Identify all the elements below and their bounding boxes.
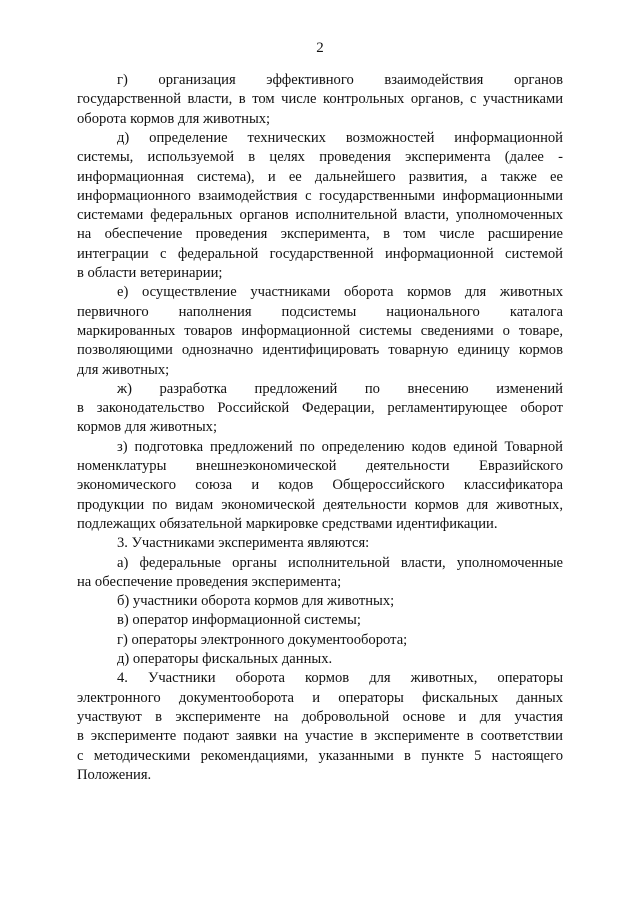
text-line: позволяющими однозначно идентифицировать товарную единицу кормов [77,342,563,359]
text-line: на обеспечение проведения эксперимента, в том числе расширение [77,226,563,243]
text-line: в области ветеринарии; [77,265,223,281]
text-line: государственной власти, в том числе контрольных органов, с участниками [77,91,563,108]
text-line: з) подготовка предложений по определению кодов единой Товарной [117,438,563,455]
text-line: для животных; [77,361,170,378]
text-line: информационного взаимодействия с государственными информационными [77,187,563,204]
text-line: в законодательство Российской Федерации, регламентирующее оборот [77,400,563,417]
text-line: 3. Участниками эксперимента являются: [117,535,370,552]
text-line: информационная система), и ее дальнейшего развития, а также ее [77,168,563,185]
text-line: в) оператор информационной системы; [117,612,361,629]
text-line: с методическими рекомендациями, указанными в пункте 5 настоящего [77,747,563,764]
text-line: на обеспечение проведения эксперимента; [77,573,342,590]
text-line: б) участники оборота кормов для животных; [117,593,395,610]
text-line: электронного документооборота и операторы фискальных данных [77,689,563,706]
page-number: 2 [316,40,324,56]
text-line: а) федеральные органы исполнительной власти, уполномоченные [117,554,563,571]
text-line: кормов для животных; [77,419,217,436]
text-line: продукции по видам экономической деятельности кормов для животных, [77,496,563,513]
text-line: системы, используемой в целях проведения эксперимента (далее - [77,149,563,166]
text-line: подлежащих обязательной маркировке средствами идентификации. [77,515,498,532]
text-line: д) операторы фискальных данных. [117,651,333,667]
text-line: экономического союза и кодов Общероссийского классификатора [77,477,563,494]
text-line: е) осуществление участниками оборота кормов для животных [117,284,563,301]
text-line: интеграции с федеральной государственной информационной системой [77,245,563,262]
text-line: участвуют в эксперименте на добровольной основе и для участия [77,708,563,725]
text-line: Положения. [77,766,152,783]
text-line: номенклатуры внешнеэкономической деятельности Евразийского [77,458,563,474]
text-line: д) определение технических возможностей информационной [117,129,563,146]
text-line: г) операторы электронного документооборота; [117,631,408,648]
text-line: оборота кормов для животных; [77,110,271,127]
text-line: первичного наполнения подсистемы национального каталога [77,303,563,320]
text-line: ж) разработка предложений по внесению изменений [117,380,563,397]
text-line: г) организация эффективного взаимодействия органов [117,72,563,88]
text-line: в эксперименте подают заявки на участие в эксперименте в соответствии [77,728,563,745]
text-line: 4. Участники оборота кормов для животных, операторы [117,670,563,687]
text-line: системами федеральных органов исполнительной власти, уполномоченных [77,207,563,224]
text-line: маркированных товаров информационной системы сведениями о товаре, [77,322,563,339]
